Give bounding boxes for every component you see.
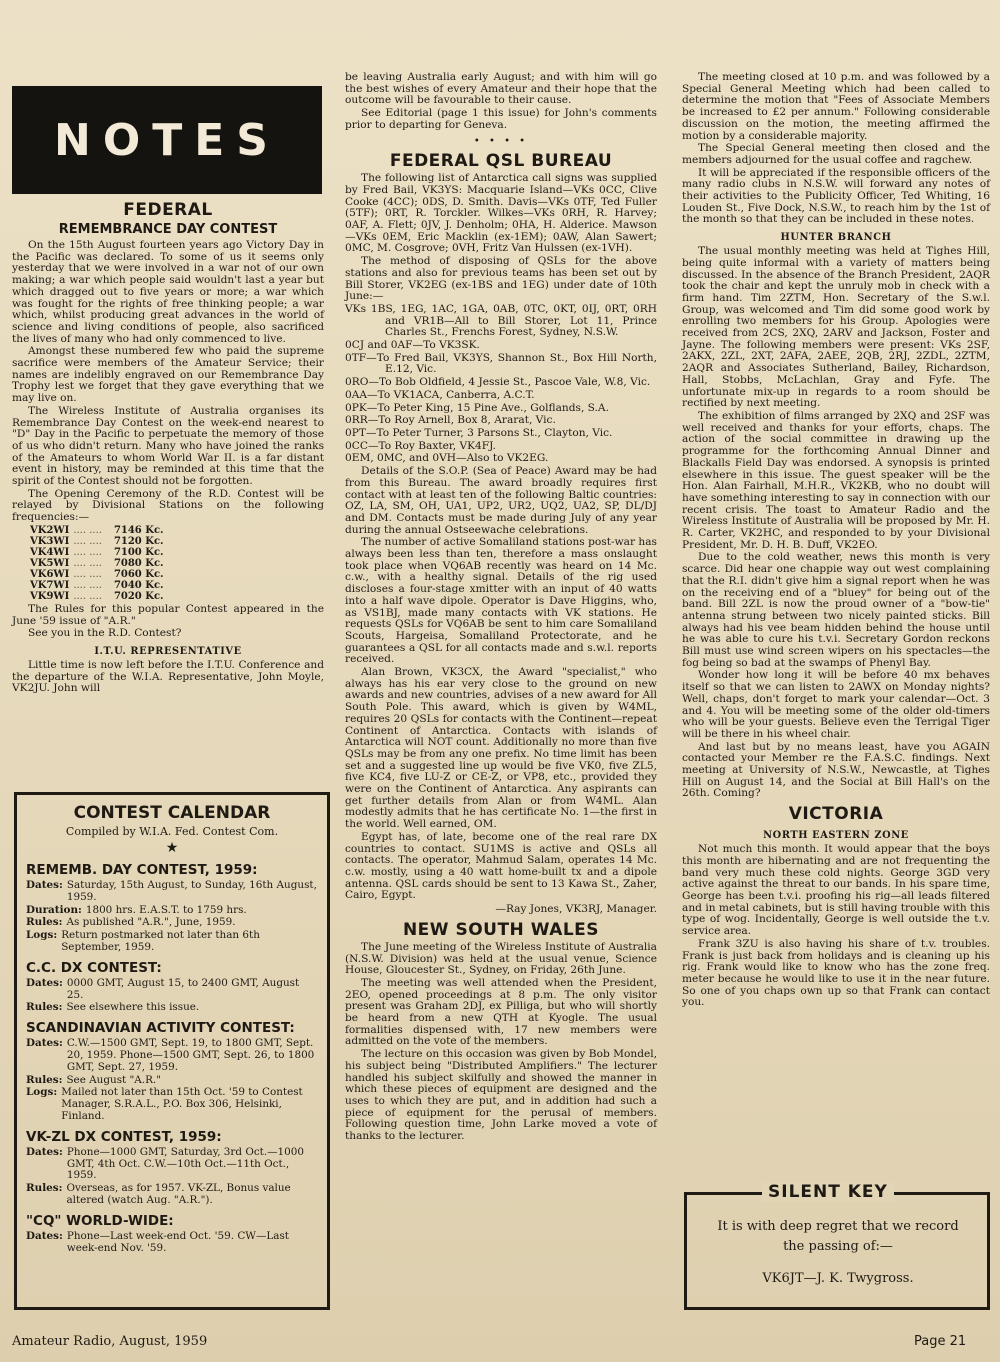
calendar-row [26,905,318,917]
paragraph: The Rules for this popular Contest appeared in the June '59 issue of "A.R." [12,602,324,627]
calendar-row [26,1147,318,1182]
station-frequency: 7020 Kc. [113,590,164,602]
paragraph: be leaving Australia early August; and with him will go the best wishes of every Amateur and their hope that the outcome will be favourable to their cause. [345,71,657,107]
calendar-row-key: Rules: [26,1073,63,1086]
qsl-list-item: 0CJ and 0AF—To VK3SK. [345,339,480,352]
calendar-row-key: Dates: [26,1037,63,1050]
station-frequency: 7120 Kc. [113,535,164,547]
paragraph: Frank 3ZU is also having his share of t.v. troubles. Frank is just back from holidays and is cleaning up his rig. Frank would like to know who has the zone freq. meter because he would like to use it in the near future. So one of you chaps own up so that Frank can contact you. [682,937,990,1009]
silent-key-text: It is with deep regret that we record the passing of:— [717,1219,959,1254]
paragraph: The Special General meeting then closed and the members adjourned for the usual coffee and ragchew. [682,142,990,166]
paragraph: Egypt has, of late, become one of the real rare DX countries to contact. SU1MS is active and QSLs all contacts. The operator, Mahmud Salam, operates 14 Mc. c.w. mostly, using a 40 watt home-built tx and a dipole antenna. QSL cards should be sent to 13 Kawa St., Zaher, Cairo, Egypt. [345,830,657,902]
calendar-row [26,1231,318,1255]
silent-key-name: VK6JT—J. K. Twygross. [762,1271,914,1286]
calendar-row [26,1002,318,1014]
station-call: VK3WI [30,535,70,547]
calendar-row-value: 0000 GMT, August 15, to 2400 GMT, August 25. [66,976,300,1001]
calendar-row-value: See elsewhere this issue. [66,1001,200,1014]
station-call: VK9WI [30,590,70,602]
qsl-list-item: 0PK—To Peter King, 15 Pine Ave., Golflands, S.A. [345,401,609,414]
paragraph: The Opening Ceremony of the R.D. Contest will be relayed by Divisional Stations on the following frequencies:— [12,487,324,524]
calendar-row-key: Rules: [26,1001,63,1014]
calendar-title: CONTEST CALENDAR [73,803,271,823]
paragraph: The lecture on this occasion was given by Bob Mondel, his subject being "Distributed Amplifiers." The lecturer handled his subject skilfully and showed the manner in which these pieces of equipment are designed and the uses to which they are put, and in addition had such a piece of equipment for the perusal of members. Following question time, John Larke moved a vote of thanks to the lecturer. [345,1048,657,1143]
calendar-row [26,978,318,1002]
calendar-row [26,1075,318,1087]
footer-publication: Amateur Radio, August, 1959 [12,1334,208,1349]
calendar-section-heading: REMEMB. DAY CONTEST, 1959: [26,862,258,878]
qsl-list-item: 0AA—To VK1ACA, Canberra, A.C.T. [345,388,535,401]
calendar-section-heading: C.C. DX CONTEST: [26,959,162,976]
signoff: —Ray Jones, VK3RJ, Manager. [495,903,657,916]
calendar-row-value: Return postmarked not later than 6th September, 1959. [61,929,260,953]
paragraph: Little time is now left before the I.T.U. Conference and the departure of the W.I.A. Representative, John Moyle, VK2JU. John will [12,658,324,695]
qsl-list-item: 0RR—To Roy Arnell, Box 8, Ararat, Vic. [345,414,556,427]
contest-calendar-box [14,792,330,1310]
calendar-row [26,1183,318,1207]
calendar-row-key: Dates: [26,1229,63,1242]
calendar-row-value: 1800 hrs. E.A.S.T. to 1759 hrs. [85,903,247,916]
qsl-list-item: 0CC—To Roy Baxter, VK4FJ. [345,439,496,452]
frequency-row: VK6WI .... .... 7060 Kc. [30,569,168,580]
paragraph: Amongst these numbered few who paid the supreme sacrifice were members of the Amateur Service; their names are indelibly engraved on our Remembrance Day Trophy lest we forget that they gave everything that we may live on. [12,345,324,405]
frequency-table [30,525,168,602]
calendar-row-key: Dates: [26,879,63,891]
qsl-list-item: 0PT—To Peter Turner, 3 Parsons St., Clayton, Vic. [345,426,613,439]
column-3 [682,72,990,1010]
calendar-row-value: Phone—Last week-end Oct. '59. CW—Last week-end Nov. '59. [66,1229,289,1254]
column-2 [345,72,657,1144]
qsl-list-item: 0EM, 0MC, and 0VH—Also to VK2EG. [345,452,549,465]
qsl-list-item: VKs 1BS, 1EG, 1AC, 1GA, 0AB, 0TC, 0KT, 0IJ, 0RT, 0RH and VR1B—All to Bill Storer, Lot 11, Prince Charles St., Frenchs Forest, Sydney, N.S.W. [345,302,657,339]
station-call: VK6WI [30,568,70,580]
paragraph: See you in the R.D. Contest? [28,627,182,640]
heading-hunter-branch: HUNTER BRANCH [780,232,892,244]
calendar-row [26,917,318,929]
calendar-subtitle: Compiled by W.I.A. Fed. Contest Com. [65,825,279,838]
star-icon: ★ [165,840,179,856]
frequency-row: VK3WI .... .... 7120 Kc. [30,536,168,547]
heading-remembrance-day-contest: REMEMBRANCE DAY CONTEST [58,222,278,237]
station-frequency: 7060 Kc. [113,568,164,580]
station-call: VK4WI [30,546,70,558]
calendar-row-key: Logs: [26,1086,58,1099]
calendar-row-key: Logs: [26,929,58,942]
paragraph: The usual monthly meeting was held at Tighes Hill, being quite informal with a variety of matters being discussed. In the absence of the Branch President, 2AQR took the chair and kept the unruly mob in check with a firm hand. Tim 2ZTM, Hon. Secretary of the S.w.l. Group, was welcomed and Tim did some good work by enrolling two members for his Group. Apologies were received from 2CS, 2XQ, 2ARV and Jackson, Foster and Jayne. The following members were present: VKs 2SF, 2AKX, 2ZL, 2XT, 2AFA, 2AEE, 2QB, 2RJ, 2ZDL, 2ZTM, 2AQR and Associates Sutherland, Bailey, Richardson, Hall, Stobbs, McLachlan, Gray and Fyfe. The unfortunate mix-up in regards to a room should be rectified by next meeting. [682,245,990,410]
qsl-list-item: 0TF—To Fred Bail, VK3YS, Shannon St., Box Hill North, E.12, Vic. [345,351,657,376]
calendar-row [26,1038,318,1073]
paragraph: The number of active Somaliland stations post-war has always been less than ten, therefore a mass onslaught took place when VQ6AB recently was heard on 14 Mc. c.w., with a healthy signal. Details of the rig used discloses a four-stage xmitter with an input of 40 watts into a half wave dipole. Operator is Dave Higgins, who, as VS1BJ, made many contacts with VK stations. He requests QSLs for VQ6AB be sent to him care Somaliland Scouts, Hargeisa, Somaliland Protectorate, and he guarantees a QSL for all contacts made and s.w.l. reports received. [345,536,657,666]
calendar-section-heading: "CQ" WORLD-WIDE: [26,1212,174,1229]
calendar-row-value: Saturday, 15th August, to Sunday, 16th August, 1959. [66,879,317,903]
heading-north-eastern-zone: NORTH EASTERN ZONE [763,830,909,842]
heading-federal: FEDERAL [123,200,213,220]
calendar-section-heading: VK-ZL DX CONTEST, 1959: [26,1128,222,1145]
calendar-row-key: Duration: [26,903,82,916]
frequency-row: VK7WI .... .... 7040 Kc. [30,580,168,591]
paragraph: The following list of Antarctica call signs was supplied by Fred Bail, VK3YS: Macquarie Island—VKs 0CC, Clive Cooke (4CC); 0DS, D. Smith. Davis—VKs 0TF, Ted Fuller (5TF); 0RT, R. Torckler. Wilkes—VKs 0RH, R. Harvey; 0AF, A. Flett; 0JV, J. Denholm; 0HA, H. Alderice. Mawson—VKs 0EM, Eric Macklin (ex-1EM); 0AW, Alan Sawert; 0MC, M. Cosgrove; 0VH, Fritz Van Hulssen (ex-1VH). [345,172,657,255]
frequency-row: VK9WI .... .... 7020 Kc. [30,591,168,602]
station-frequency: 7080 Kc. [113,557,164,569]
paragraph: On the 15th August fourteen years ago Victory Day in the Pacific was declared. To some of us it seems only yesterday that we were involved in a war not of our own making; a war which people said wouldn't last a year but which dragged out to five years or more; a war which was fought for the rights of free thinking people; a war which, whilst producing great advances in the world of science and living conditions of people, also sacrificed the lives of many who had only commenced to live. [12,239,324,345]
station-call: VK2WI [30,524,70,536]
paragraph: The Wireless Institute of Australia organises its Remembrance Day Contest on the week-end nearest to "D" Day in the Pacific to perpetuate the memory of those of us who didn't return. Many who have joined the ranks of the Amateurs to whom World War II. is a far distant event in history, may be reminded at this time that the spirit of the Contest should not be forgotten. [12,404,324,488]
calendar-row-key: Dates: [26,976,63,989]
paragraph: And last but by no means least, have you AGAIN contacted your Member re the F.A.S.C. findings. Next meeting at University of N.S.W., Newcastle, at Tighes Hill on August 14, and the Social at Bill Hall's on the 26th. Coming? [682,740,990,800]
calendar-row [26,1087,318,1122]
heading-itu-representative: I.T.U. REPRESENTATIVE [94,645,242,657]
paragraph: The meeting was well attended when the President, 2EO, opened proceedings at 8 p.m. The only visitor present was Graham 2DJ, ex Pilliga, but who will shortly be heard from a new QTH at Kyogle. The usual formalities dispensed with, 17 new members were admitted on the vote of the members. [345,976,657,1048]
calendar-row-value: Overseas, as for 1957. VK-ZL, Bonus value altered (watch Aug. "A.R."). [66,1182,291,1206]
paragraph: The meeting closed at 10 p.m. and was followed by a Special General Meeting which had been called to determine the motion that "Fees of Associate Members be increased to £2 per annum." Following considerable discussion on the motion, the meeting affirmed the motion by a considerable majority. [682,71,990,142]
station-frequency: 7100 Kc. [113,546,164,558]
paragraph: The method of disposing of QSLs for the above stations and also for previous teams has been set out by Bill Storer, VK2EG (ex-1BS and 1EG) under date of 10th June:— [345,255,657,303]
calendar-row-key: Rules: [26,1182,63,1195]
footer-page-number: Page 21 [914,1334,967,1349]
qsl-list-item: 0RO—To Bob Oldfield, 4 Jessie St., Pascoe Vale, W.8, Vic. [345,376,651,389]
calendar-row-value: C.W.—1500 GMT, Sept. 19, to 1800 GMT, Sept. 20, 1959. Phone—1500 GMT, Sept. 26, to 1800 GMT, Sept. 27, 1959. [66,1037,315,1073]
calendar-row [26,930,318,954]
calendar-row-key: Rules: [26,916,63,929]
calendar-row-value: See August "A.R." [66,1073,161,1086]
heading-new-south-wales: NEW SOUTH WALES [402,919,600,940]
paragraph: It will be appreciated if the responsible officers of the many radio clubs in N.S.W. will forward any notes of their activities to the Publicity Officer, Ted Whiting, 16 Louden St., Five Dock, N.S.W., to reach him by the 1st of the month so that they can be included in these notes. [682,166,990,226]
notes-banner: NOTES [12,86,322,194]
calendar-row [26,880,318,904]
frequency-row: VK5WI .... .... 7080 Kc. [30,558,168,569]
station-call: VK7WI [30,579,70,591]
paragraph: Details of the S.O.P. (Sea of Peace) Award may be had from this Bureau. The award broadly requires first contact with at least ten of the following Baltic countries: OZ, LA, SM, OH, UA1, UP2, UR2, UQ2, UA2, SP, DL/DJ and DM. Contacts must be made during July of any year during the annual Ostseewache celebrations. [345,465,657,536]
calendar-row-value: As published "A.R.", June, 1959. [66,916,236,929]
station-frequency: 7146 Kc. [113,524,164,536]
heading-federal-qsl-bureau: FEDERAL QSL BUREAU [389,151,613,172]
paragraph: Wonder how long it will be before 40 mx behaves itself so that we can listen to 2AWX on Monday nights? Well, chaps, don't forget to mark your calendar—Oct. 3 and 4. You will be meeting some of the older old-timers who will be your guests. Believe even the Terrigal Tiger will be there in his wheel chair. [682,669,990,740]
station-call: VK5WI [30,557,70,569]
column-1 [12,196,324,696]
paragraph: Due to the cold weather, news this month is very scarce. Did hear one chappie way out west complaining that the R.I. didn't give him a signal report when he was on the receiving end of a "bluey" for being out of the band. Bill 2ZL is now the proud owner of a "bow-tie" antenna strung between two nicely painted sticks. Bill always had his vee beam hidden behind the house until he was able to cure his t.v.i. Secretary Gordon reckons Bill must use wind screen wipers on his spectacles—the fog being so bad at the swamps of Phenyl Bay. [682,551,990,669]
calendar-row-value: Phone—1000 GMT, Saturday, 3rd Oct.—1000 GMT, 4th Oct. C.W.—10th Oct.—11th Oct., 1959. [66,1145,304,1182]
paragraph: Alan Brown, VK3CX, the Award "specialist," who always has his ear very close to the ground on new awards and new countries, advises of a new award for All South Pole. This award, which is given by W4ML, requires 20 QSLs for contacts with the Continent—repeat Continent of Antarctica. Contacts with islands of Antarctica will NOT count. Additionally no more than five QSLs may be from any one prefix. No time limit has been set and a suggested line up would be five VK0, five ZL5, five KC4, five LU-Z or CE-Z, or VP8, etc., provided they were on the Continent of Antarctica. Any aspirants can get further details from Alan or from W4ML. Alan modestly admits that he has certificate No. 1—the first in the world. Well earned, OM. [345,666,657,831]
silent-key-box [684,1182,990,1310]
frequency-row: VK4WI .... .... 7100 Kc. [30,547,168,558]
heading-victoria: VICTORIA [788,804,884,825]
calendar-section-heading: SCANDINAVIAN ACTIVITY CONTEST: [26,1020,295,1037]
station-frequency: 7040 Kc. [113,579,164,591]
paragraph: The exhibition of films arranged by 2XQ and 2SF was well received and thanks for your efforts, chaps. The action of the social committee in drawing up the programme for the forthcoming Annual Dinner and Blackalls Field Day was endorsed. A synopsis is printed elsewhere in this issue. The guest speaker will be the Hon. Alan Fairhall, M.H.R., VK2KB, who no doubt will have something interesting to say in connection with our recent crisis. The toast to Amateur Radio and the Wireless Institute of Australia will be proposed by Mr. H. R. Carter, VK2HC, and responded to by your Divisional President, Mr. D. H. B. Duff, VK2EO. [682,409,990,551]
paragraph: See Editorial (page 1 this issue) for John's comments prior to departing for Geneva. [345,107,657,131]
frequency-row: VK2WI .... .... 7146 Kc. [30,525,168,536]
paragraph: The June meeting of the Wireless Institute of Australia (N.S.W. Division) was held at the usual venue, Science House, Gloucester St., Sydney, on Friday, 26th June. [345,940,657,977]
calendar-row-key: Dates: [26,1145,63,1158]
paragraph: Not much this month. It would appear that the boys this month are hibernating and are not frequenting the band very much these cold nights. George 3GD very active against the threat to our bands. In his spare time, George has been t.v.i. proofing his rig—all leads filtered and in metal cabinets, but is still having trouble with this type of wog. Incidentally, George is well outside the t.v. service area. [682,843,990,938]
calendar-row-value: Mailed not later than 15th Oct. '59 to Contest Manager, S.R.A.L., P.O. Box 306, Helsinki, Finland. [61,1086,303,1122]
section-divider: • • • • [473,135,529,147]
silent-key-title: SILENT KEY [762,1182,894,1202]
